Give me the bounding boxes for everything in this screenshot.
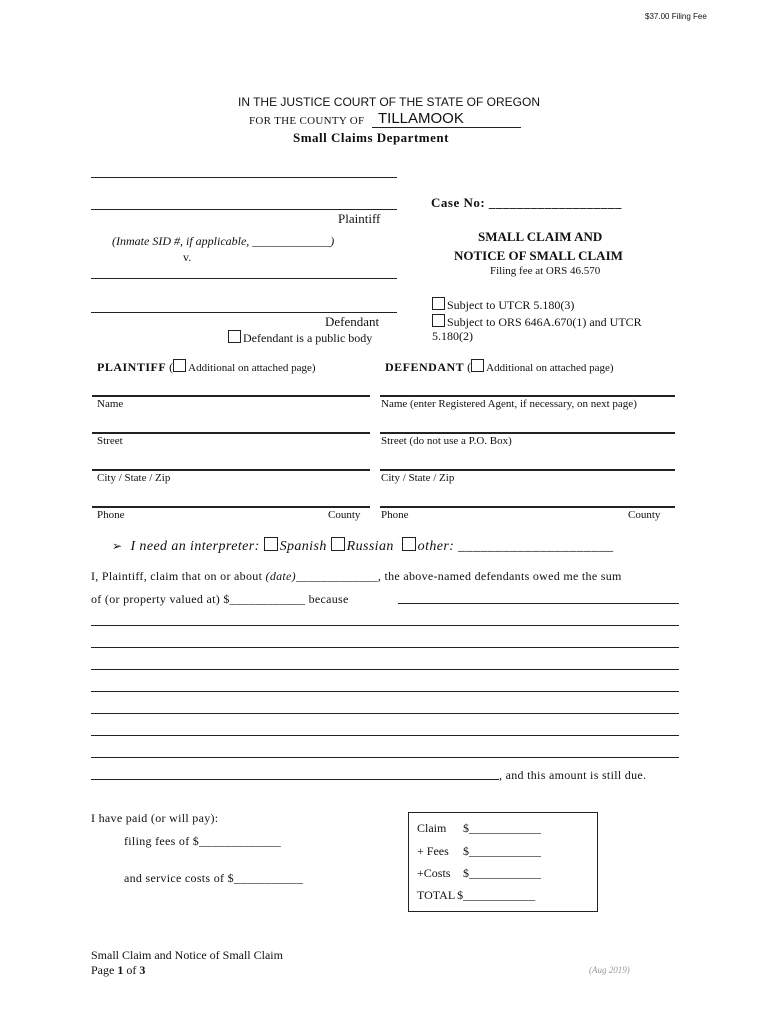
service-costs-field[interactable]: and service costs of $___________ [124, 871, 304, 885]
defendant-street-line[interactable] [380, 432, 675, 434]
still-due-text: , and this amount is still due. [499, 768, 647, 782]
spanish-label: Spanish [279, 539, 327, 554]
plaintiff-label: Plaintiff [338, 211, 381, 226]
paren-open: ( [467, 360, 472, 374]
county-prefix: FOR THE COUNTY OF [249, 115, 365, 127]
other-language-field[interactable]: other: _____________________ [417, 539, 614, 554]
page-prefix: Page [91, 963, 115, 977]
bullet-arrow-icon: ➢ [112, 539, 123, 553]
defendant-line-1[interactable] [91, 278, 397, 279]
filing-fee-statute: Filing fee at ORS 46.570 [490, 265, 601, 277]
court-title: IN THE JUSTICE COURT OF THE STATE OF OREGON [237, 95, 541, 109]
defendant-name-label: Name (enter Registered Agent, if necessary, on next page) [381, 398, 637, 410]
defendant-label: Defendant [325, 314, 380, 329]
filing-fee-note: $37.00 Filing Fee [645, 12, 707, 21]
because-line[interactable] [398, 603, 679, 604]
claim-amount-because[interactable]: of (or property valued at) $____________ because [91, 592, 349, 606]
claim-line-2 [91, 592, 349, 607]
plaintiff-city-line[interactable] [92, 469, 370, 471]
claim-total-label: Claim [417, 821, 447, 835]
utcr-label: Subject to UTCR 5.180(3) [447, 298, 575, 312]
defendant-phone-label: Phone [381, 509, 409, 521]
page-of: of [126, 963, 137, 977]
defendant-name-line[interactable] [380, 395, 675, 397]
county-value[interactable]: TILLAMOOK [378, 110, 464, 127]
claim-line-1 [91, 569, 622, 584]
fees-total-row[interactable] [417, 844, 541, 859]
reason-line-3[interactable] [91, 669, 679, 670]
form-title-line1: SMALL CLAIM AND [478, 229, 603, 244]
versus: v. [183, 250, 192, 264]
grand-total-label: TOTAL [417, 888, 456, 902]
reason-line-4[interactable] [91, 691, 679, 692]
defendant-heading: DEFENDANT [385, 360, 465, 374]
footer-page-number [91, 963, 145, 978]
defendant-city-label: City / State / Zip [381, 472, 455, 484]
defendant-line-2[interactable] [91, 312, 397, 313]
public-body-label: Defendant is a public body [243, 331, 373, 345]
county-underline [372, 127, 521, 128]
ors-checkbox[interactable] [432, 314, 445, 327]
claim-date-rest[interactable]: _____________, the above-named defendants owed me the sum [295, 569, 622, 583]
claim-start: I, Plaintiff, claim that on or about [91, 569, 263, 583]
plaintiff-line-1[interactable] [91, 177, 397, 178]
defendant-additional-label: Additional on attached page) [486, 362, 614, 374]
defendant-additional-checkbox[interactable] [471, 359, 484, 372]
claim-date-label: (date) [265, 569, 296, 583]
form-title-line2: NOTICE OF SMALL CLAIM [454, 248, 623, 263]
defendant-city-line[interactable] [380, 469, 675, 471]
grand-total-row[interactable] [417, 888, 535, 903]
plaintiff-line-2[interactable] [91, 209, 397, 210]
reason-line-2[interactable] [91, 647, 679, 648]
ors-option [432, 314, 642, 330]
totals-box [408, 812, 598, 912]
page-total: 3 [139, 963, 146, 977]
interpreter-label: I need an interpreter: [130, 539, 260, 554]
inmate-sid: (Inmate SID #, if applicable, _____________) [112, 234, 335, 248]
public-body-row [228, 330, 372, 346]
reason-line-1[interactable] [91, 625, 679, 626]
claim-total-value[interactable]: $____________ [463, 821, 541, 835]
costs-total-value[interactable]: $____________ [463, 866, 541, 880]
case-number[interactable]: Case No: ___________________ [431, 195, 622, 210]
plaintiff-county-label: County [328, 509, 361, 521]
plaintiff-heading-row [97, 359, 316, 375]
defendant-phone-line[interactable] [380, 506, 675, 508]
paid-label: I have paid (or will pay): [91, 811, 219, 825]
claim-total-row[interactable] [417, 821, 541, 836]
plaintiff-additional-checkbox[interactable] [173, 359, 186, 372]
grand-total-value[interactable]: $____________ [457, 888, 536, 902]
other-language-checkbox[interactable] [402, 537, 416, 551]
utcr-checkbox[interactable] [432, 297, 445, 310]
footer-form-title: Small Claim and Notice of Small Claim [91, 948, 283, 962]
reason-line-8[interactable] [91, 779, 499, 780]
plaintiff-city-label: City / State / Zip [97, 472, 171, 484]
plaintiff-street-label: Street [97, 435, 123, 447]
plaintiff-phone-line[interactable] [92, 506, 370, 508]
defendant-county-label: County [628, 509, 661, 521]
reason-line-7[interactable] [91, 757, 679, 758]
paren-open: ( [169, 360, 174, 374]
filing-fees-field[interactable]: filing fees of $_____________ [124, 834, 282, 848]
ors-label: Subject to ORS 646A.670(1) and UTCR [447, 315, 642, 329]
plaintiff-heading: PLAINTIFF [97, 360, 167, 374]
russian-checkbox[interactable] [331, 537, 345, 551]
revision-date: (Aug 2019) [589, 965, 630, 975]
department-title: Small Claims Department [293, 130, 449, 145]
reason-line-6[interactable] [91, 735, 679, 736]
plaintiff-street-line[interactable] [92, 432, 370, 434]
plaintiff-phone-label: Phone [97, 509, 125, 521]
reason-line-5[interactable] [91, 713, 679, 714]
costs-total-label: +Costs [417, 866, 451, 880]
page-current: 1 [117, 963, 124, 977]
utcr-option [432, 297, 574, 313]
county-line [249, 113, 364, 128]
fees-total-value[interactable]: $____________ [463, 844, 541, 858]
public-body-checkbox[interactable] [228, 330, 241, 343]
plaintiff-name-label: Name [97, 398, 124, 410]
defendant-street-label: Street (do not use a P.O. Box) [381, 435, 512, 447]
fees-total-label: + Fees [417, 844, 449, 858]
defendant-heading-row [385, 359, 614, 375]
ors-label-cont: 5.180(2) [432, 329, 473, 343]
costs-total-row[interactable] [417, 866, 541, 881]
interpreter-row [112, 537, 614, 555]
plaintiff-additional-label: Additional on attached page) [188, 362, 316, 374]
plaintiff-name-line[interactable] [92, 395, 370, 397]
russian-label: Russian [346, 539, 394, 554]
spanish-checkbox[interactable] [264, 537, 278, 551]
